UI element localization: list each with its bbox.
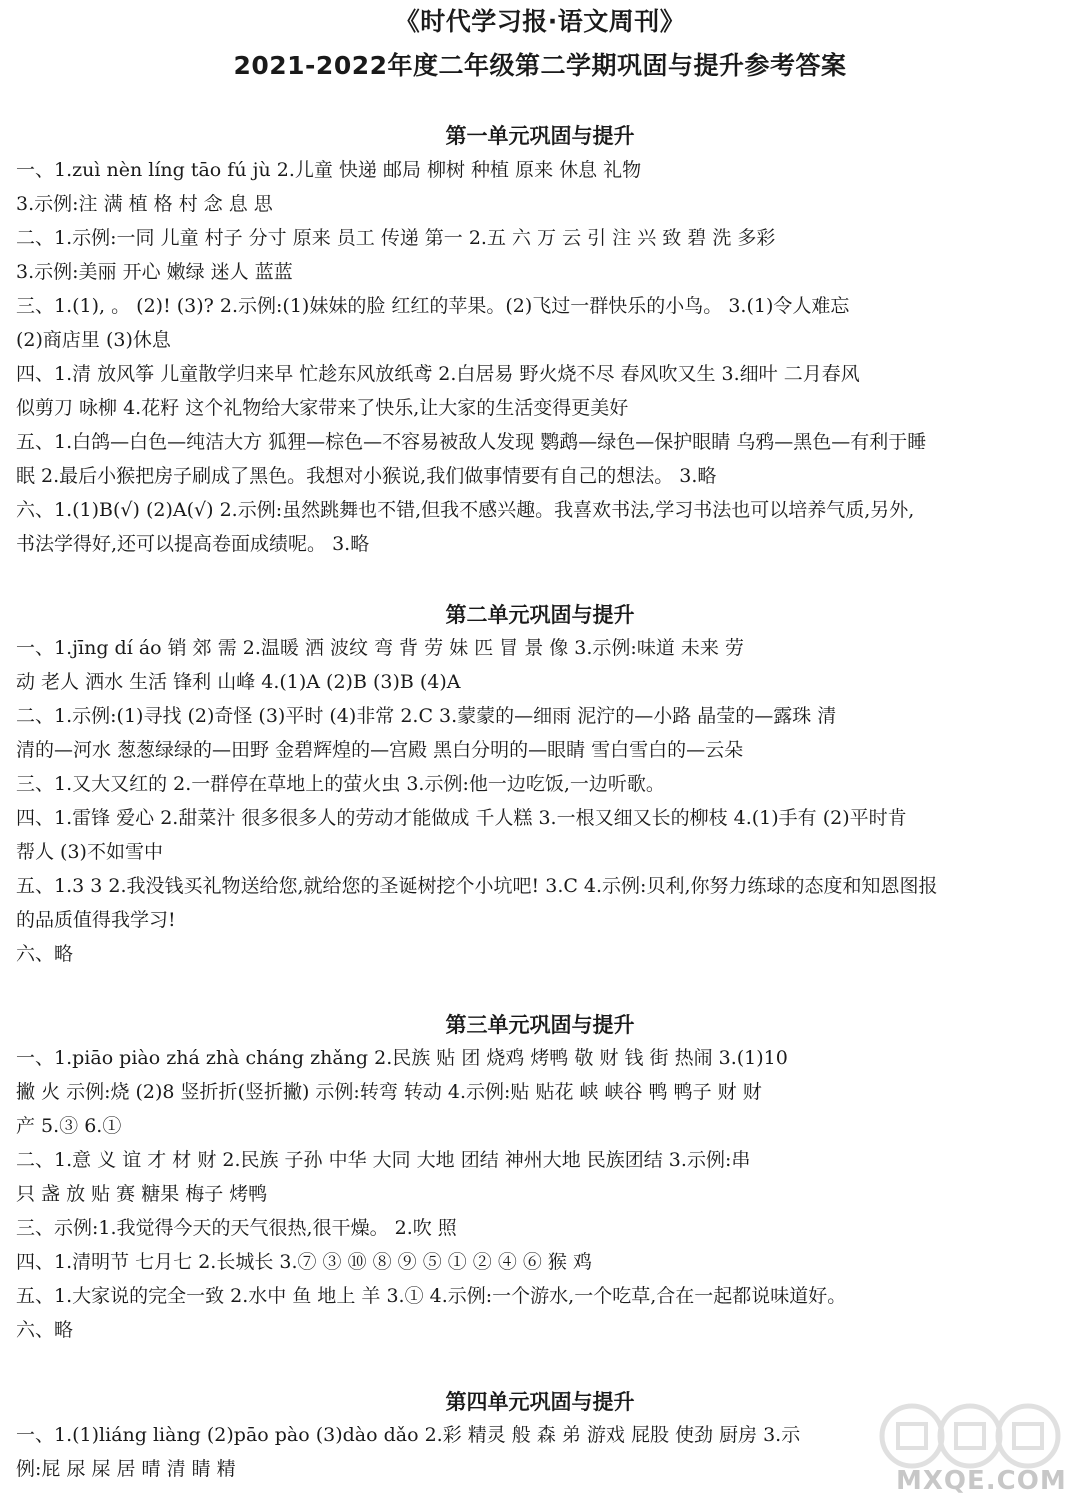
page-subtitle: 2021-2022年度二年级第二学期巩固与提升参考答案 [233,51,847,80]
answer-line: 五、1.白鸽—白色—纯洁大方 狐狸—棕色—不容易被敌人发现 鹦鹉—绿色—保护眼睛 乌鸦—黑色—有利于睡 [16,431,927,453]
answer-line: 三、1.又大又红的 2.一群停在草地上的萤火虫 3.示例:他一边吃饭,一边听歌。 [16,773,665,795]
answer-line: 3.示例:美丽 开心 嫩绿 迷人 蓝蓝 [16,261,293,283]
answer-line: 四、1.清 放风筝 儿童散学归来早 忙趁东风放纸鸢 2.白居易 野火烧不尽 春风吹又生 3.细叶 二月春风 [16,363,860,385]
answer-line: 清的—河水 葱葱绿绿的—田野 金碧辉煌的—宫殿 黑白分明的—眼睛 雪白雪白的—云朵 [16,739,744,761]
answer-line: 五、1.3 3 2.我没钱买礼物送给您,就给您的圣诞树挖个小坑吧! 3.C 4.示例:贝利,你努力练球的态度和知恩图报 [16,875,938,897]
answer-line: 三、1.(1), 。 (2)! (3)? 2.示例:(1)妹妹的脸 红红的苹果。(2)飞过一群快乐的小鸟。 3.(1)令人难忘 [16,295,850,317]
answer-line: 一、1.zuì nèn líng tāo fú jù 2.儿童 快递 邮局 柳树 种植 原来 休息 礼物 [16,159,642,181]
unit-4-heading: 第四单元巩固与提升 [445,1390,635,1414]
unit-2-heading: 第二单元巩固与提升 [445,603,635,627]
answer-line: 六、略 [16,943,74,965]
answer-line: 四、1.清明节 七月七 2.长城长 3.⑦ ③ ⑩ ⑧ ⑨ ⑤ ① ② ④ ⑥ 猴 鸡 [16,1251,592,1273]
watermark-text: MXQE.COM [896,1466,1067,1496]
answer-line: 只 盏 放 贴 赛 糖果 梅子 烤鸭 [16,1183,268,1205]
answer-line: 例:屁 尿 屎 居 晴 清 睛 精 [16,1458,236,1480]
answer-line: 一、1.(1)liáng liàng (2)pāo pào (3)dào dǎo 2.彩 精灵 般 森 弟 游戏 屁股 使劲 厨房 3.示 [16,1424,801,1446]
answer-line: (2)商店里 (3)休息 [16,329,171,351]
answer-line: 二、1.示例:(1)寻找 (2)奇怪 (3)平时 (4)非常 2.C 3.蒙蒙的—细雨 泥泞的—小路 晶莹的—露珠 清 [16,705,837,727]
answer-line: 六、略 [16,1319,74,1341]
answer-line: 一、1.piāo piào zhá zhà cháng zhǎng 2.民族 贴 团 烧鸡 烤鸭 敬 财 钱 街 热闹 3.(1)10 [16,1047,788,1069]
unit-3-heading: 第三单元巩固与提升 [445,1013,635,1037]
page-title: 《时代学习报·语文周刊》 [394,7,686,36]
answer-line: 二、1.示例:一同 儿童 村子 分寸 原来 员工 传递 第一 2.五 六 万 云 引 注 兴 致 碧 洗 多彩 [16,227,776,249]
answer-line: 书法学得好,还可以提高卷面成绩呢。 3.略 [16,533,370,555]
answer-line: 四、1.雷锋 爱心 2.甜菜汁 很多很多人的劳动才能做成 千人糕 3.一根又细又长的柳枝 4.(1)手有 (2)平时肯 [16,807,907,829]
answer-line: 一、1.jīng dí áo 销 郊 需 2.温暖 洒 波纹 弯 背 劳 妹 匹 冒 景 像 3.示例:味道 未来 劳 [16,637,744,659]
unit-1-heading: 第一单元巩固与提升 [445,124,635,148]
answer-line: 六、1.(1)B(√) (2)A(√) 2.示例:虽然跳舞也不错,但我不感兴趣。我喜欢书法,学习书法也可以培养气质,另外, [16,499,915,521]
answer-line: 眠 2.最后小猴把房子刷成了黑色。我想对小猴说,我们做事情要有自己的想法。 3.略 [16,465,717,487]
answer-line: 撇 火 示例:烧 (2)8 竖折折(竖折撇) 示例:转弯 转动 4.示例:贴 贴花 峡 峡谷 鸭 鸭子 财 财 [16,1081,762,1103]
answer-line: 的品质值得我学习! [16,909,176,931]
answer-line: 帮人 (3)不如雪中 [16,841,163,863]
answer-line: 似剪刀 咏柳 4.花籽 这个礼物给大家带来了快乐,让大家的生活变得更美好 [16,397,629,419]
answer-line: 二、1.意 义 谊 才 材 财 2.民族 子孙 中华 大同 大地 团结 神州大地 民族团结 3.示例:串 [16,1149,751,1171]
answer-line: 动 老人 洒水 生活 锋利 山峰 4.(1)A (2)B (3)B (4)A [16,671,461,693]
answer-line: 三、示例:1.我觉得今天的天气很热,很干燥。 2.吹 照 [16,1217,457,1239]
answer-line: 产 5.③ 6.① [16,1115,122,1137]
answer-line: 五、1.大家说的完全一致 2.水中 鱼 地上 羊 3.① 4.示例:一个游水,一个吃草,合在一起都说味道好。 [16,1285,847,1307]
answer-line: 3.示例:注 满 植 格 村 念 息 思 [16,193,273,215]
